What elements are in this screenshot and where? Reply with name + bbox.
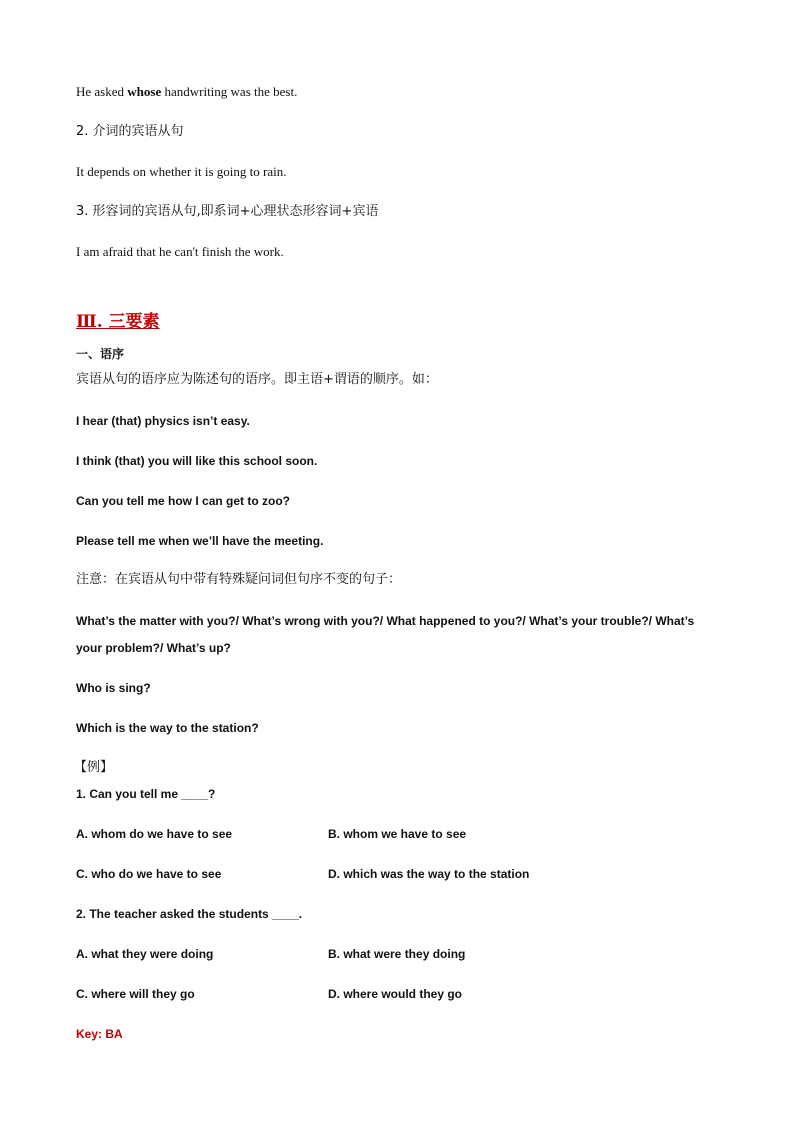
q1-option-d: D. which was the way to the station <box>328 867 530 881</box>
item3-heading: 3. 形容词的宾语从句,即系词+心理状态形容词+宾语 <box>76 204 379 219</box>
q1-option-b: B. whom we have to see <box>328 827 467 841</box>
example-sentence: Can you tell me how I can get to zoo? <box>76 494 291 508</box>
note-example-line1: What’s the matter with you?/ What’s wrong with you?/ What happened to you?/ What’s your trouble?/ What’s <box>76 614 695 628</box>
bold-word: whose <box>127 84 162 99</box>
section-title: Ⅲ. 三要素 <box>76 312 160 332</box>
item3-example: I am afraid that he can't finish the work. <box>76 244 284 259</box>
q2-option-b: B. what were they doing <box>328 947 466 961</box>
q1-option-c: C. who do we have to see <box>76 867 222 881</box>
extra-sentence: Which is the way to the station? <box>76 721 259 735</box>
sentence-text: He asked <box>76 84 128 99</box>
question-2-stem: 2. The teacher asked the students ____. <box>76 907 303 921</box>
item2-heading: 2. 介词的宾语从句 <box>76 124 184 139</box>
q2-option-c: C. where will they go <box>76 987 195 1001</box>
sentence-text: handwriting was the best. <box>161 84 298 99</box>
item2-example: It depends on whether it is going to rain. <box>76 164 287 179</box>
q2-option-d: D. where would they go <box>328 987 463 1001</box>
note-text: 注意：在宾语从句中带有特殊疑问词但句序不变的句子： <box>76 572 402 587</box>
example-sentence: I think (that) you will like this school soon. <box>76 454 318 468</box>
subsection-heading: 一、语序 <box>76 347 125 361</box>
example-sentence-whose <box>76 83 297 101</box>
q1-option-a: A. whom do we have to see <box>76 827 233 841</box>
intro-text: 宾语从句的语序应为陈述句的语序。即主语+谓语的顺序。如： <box>76 372 438 387</box>
example-sentence: Please tell me when we’ll have the meeting. <box>76 534 324 548</box>
example-sentence: I hear (that) physics isn’t easy. <box>76 414 250 428</box>
example-tag: 【例】 <box>74 760 114 775</box>
question-1-stem: 1. Can you tell me ____? <box>76 787 216 801</box>
q2-option-a: A. what they were doing <box>76 947 214 961</box>
note-example-line2: your problem?/ What’s up? <box>76 641 231 655</box>
extra-sentence: Who is sing? <box>76 681 151 695</box>
answer-key: Key: BA <box>76 1027 123 1041</box>
